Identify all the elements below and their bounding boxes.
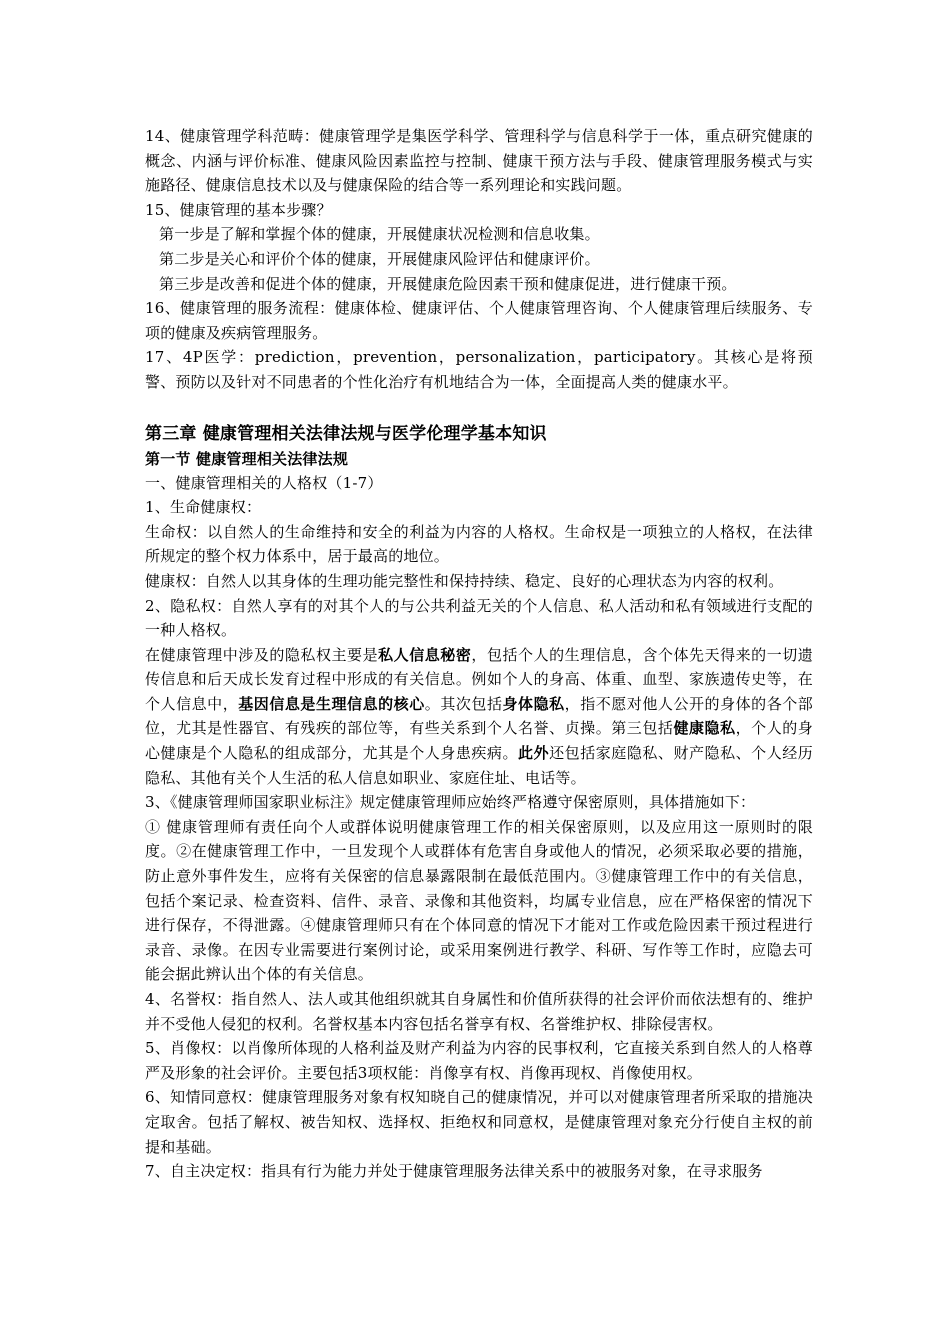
para-health-right: 健康权：自然人以其身体的生理功能完整性和保持持续、稳定、良好的心理状态为内容的权利。 (145, 571, 784, 590)
para-privacy-right: 2、隐私权：自然人享有的对其个人的与公共利益无关的个人信息、私人活动和私有领域进行支配的一种人格权。 (145, 596, 813, 640)
para-portrait-right: 5、肖像权：以肖像所体现的人格利益及财产利益为内容的民事权利，它直接关系到自然人的人格尊严及形象的社会评价。主要包括3项权能：肖像享有权、肖像再现权、肖像使用权。 (145, 1039, 813, 1082)
privacy-bold-1: 私人信息秘密 (378, 645, 472, 664)
para-informed-consent: 6、知情同意权：健康管理服务对象有权知晓自己的健康情况，并可以对健康管理者所采取的措施决定取舍。包括了解权、被告知权、选择权、拒绝权和同意权，是健康管理对象充分行使自主权的前提和基础。 (145, 1088, 813, 1156)
privacy-text-f: ，个人的身心健康是个人隐私的组成部分，尤其是个人身患疾病。 (145, 719, 813, 763)
para-reputation-right: 4、名誉权：指自然人、法人或其他组织就其自身属性和价值所获得的社会评价而依法想有的、维护并不受他人侵犯的权利。名誉权基本内容包括名誉享有权、名誉维护权、排除侵害权。 (145, 990, 813, 1033)
section-title: 第一节 健康管理相关法律法规 (145, 449, 349, 468)
para-confidentiality-measures: ① 健康管理师有责任向个人或群体说明健康管理工作的相关保密原则，以及应用这一原则时的限度。②在健康管理工作中，一旦发现个人或群体有危害自身或他人的情况，必须采取必要的措施，防止意外事件发生，应将有关保密的信息暴露限制在最低范围内。③健康管理工作中的有关信息，包括个案记录、检查资料、信件、录音、录像和其他资料，均属专业信息，应在严格保密的情况下进行保存，不得泄露。④健康管理师只有在个体同意的情况下才能对工作或危险因素干预过程进行录音、录像。在因专业需要进行案例讨论，或采用案例进行教学、科研、写作等工作时，应隐去可能会据此辨认出个体的有关信息。 (145, 817, 813, 984)
privacy-bold-3: 身体隐私 (502, 694, 565, 713)
privacy-text-g: 还包括家庭隐私、财产隐私、个人经历隐私、其他有关个人生活的私人信息如职业、家庭住址、电话等。 (145, 744, 814, 787)
privacy-text-c: ，包括个人的生理信息，含个体先天得来的一切遗传信息和后天成长发育过程中形成的有关信息。例如个人的身高、体重、血型、家族遗传史等，在个人信息中， (145, 645, 813, 713)
para-autonomy: 7、自主决定权：指具有行为能力并处于健康管理服务法律关系中的被服务对象，在寻求服务 (145, 1162, 763, 1181)
heading-life-health: 1、生命健康权： (145, 498, 262, 517)
heading-personality-rights: 一、健康管理相关的人格权（1-7） (145, 473, 383, 492)
privacy-text-e: ，指不愿对他人公开的身体的各个部位，尤其是性器官、有残疾的部位等，有些关系到个人名誉、贞操。第三包括 (145, 694, 814, 738)
para-life-right: 生命权：以自然人的生命维持和安全的利益为内容的人格权。生命权是一项独立的人格权，在法律所规定的整个权力体系中，居于最高的地位。 (145, 522, 813, 566)
privacy-text-a: 在健康管理中涉及的隐私权主要是 (145, 645, 379, 664)
privacy-text-d: 。其次包括 (424, 694, 503, 713)
item-15: 15、健康管理的基本步骤？ (145, 200, 332, 219)
privacy-bold-4: 健康隐私 (673, 719, 736, 738)
para-confidentiality: 3、《健康管理师国家职业标注》规定健康管理师应始终严格遵守保密原则，具体措施如下： (145, 793, 756, 812)
privacy-bold-5: 此外 (518, 744, 550, 763)
privacy-bold-2: 基因信息是生理信息的核心 (238, 694, 425, 713)
item-14: 14、健康管理学科范畴：健康管理学是集医学科学、管理科学与信息科学于一体，重点研究健康的概念、内涵与评价标准、健康风险因素监控与控制、健康干预方法与手段、健康管理服务模式与实施路径、健康信息技术以及与健康保险的结合等一系列理论和实践问题。 (145, 127, 813, 195)
item-16: 16、健康管理的服务流程：健康体检、健康评估、个人健康管理咨询、个人健康管理后续服务、专项的健康及疾病管理服务。 (145, 299, 813, 342)
item-17: 17、4P医学：prediction，prevention，personalization，participatory。其核心是将预警、预防以及针对不同患者的个性化治疗有机地结合为一体，全面提高人类的健康水平。 (145, 348, 813, 391)
step-1: 第一步是了解和掌握个体的健康，开展健康状况检测和信息收集。 (159, 225, 600, 244)
spacer (145, 395, 813, 421)
step-3: 第三步是改善和促进个体的健康，开展健康危险因素干预和健康促进，进行健康干预。 (159, 274, 737, 293)
document-page (145, 124, 813, 1184)
step-2: 第二步是关心和评价个体的健康，开展健康风险评估和健康评价。 (159, 249, 600, 268)
chapter-title: 第三章 健康管理相关法律法规与医学伦理学基本知识 (145, 423, 547, 444)
para-privacy-detail (145, 643, 813, 791)
